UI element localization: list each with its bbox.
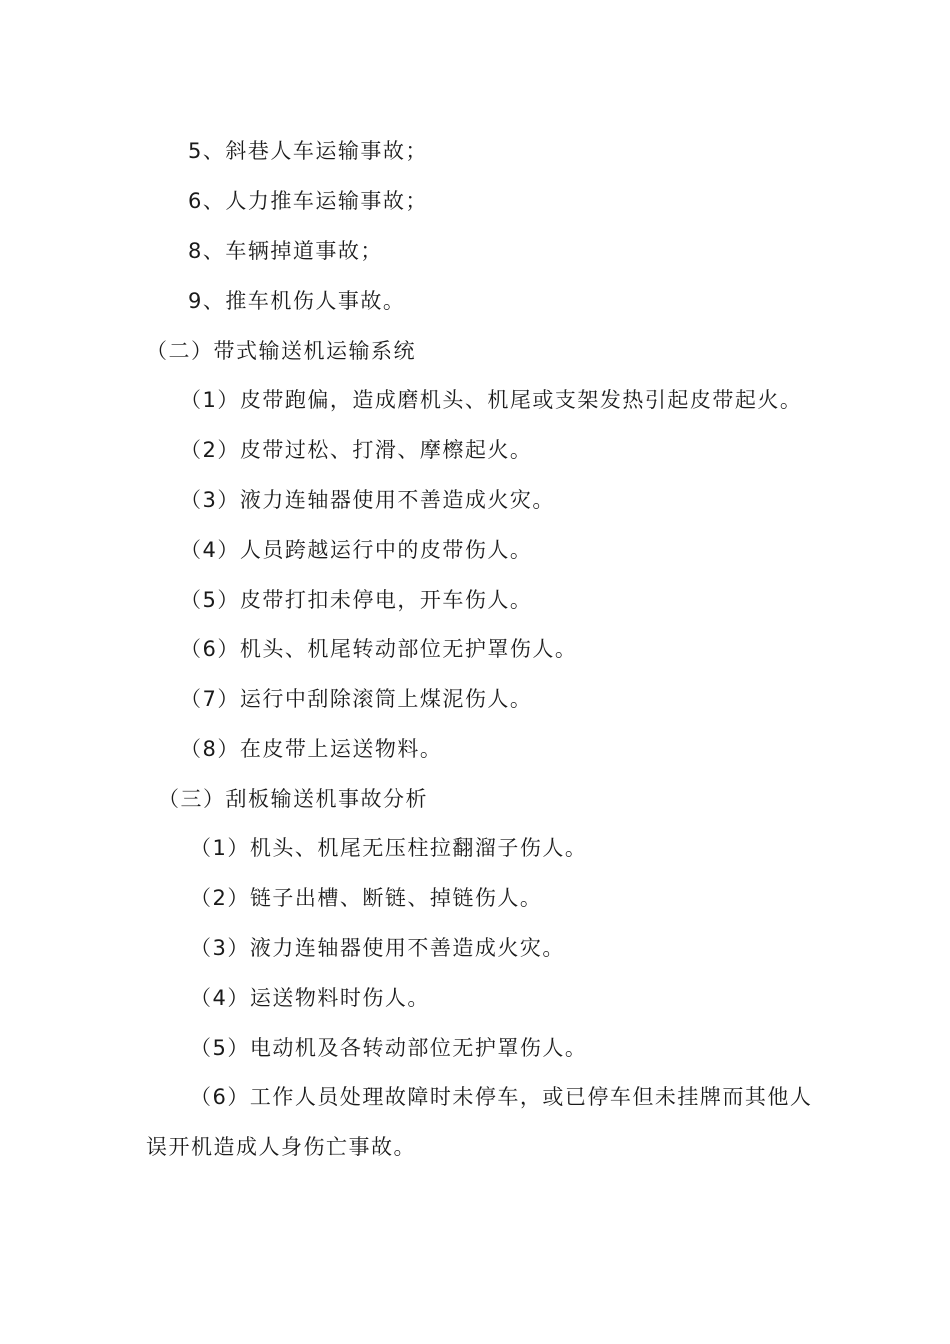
list-item-continuation: 误开机造成人身伤亡事故。	[146, 1135, 416, 1159]
list-item: （7）运行中刮除滚筒上煤泥伤人。	[180, 687, 533, 711]
list-item: 8、车辆掉道事故；	[188, 239, 383, 263]
list-item: 6、人力推车运输事故；	[188, 189, 428, 213]
list-item: （2）链子出槽、断链、掉链伤人。	[190, 886, 543, 910]
list-item: （4）人员跨越运行中的皮带伤人。	[180, 538, 533, 562]
list-item: 5、斜巷人车运输事故；	[188, 139, 428, 163]
list-item: 9、推车机伤人事故。	[188, 289, 406, 313]
list-item: （6）工作人员处理故障时未停车，或已停车但未挂牌而其他人	[190, 1085, 813, 1109]
list-item: （4）运送物料时伤人。	[190, 986, 430, 1010]
list-item: （5）皮带打扣未停电，开车伤人。	[180, 588, 533, 612]
section-heading: （三）刮板输送机事故分析	[158, 787, 428, 811]
list-item: （3）液力连轴器使用不善造成火灾。	[190, 936, 565, 960]
list-item: （2）皮带过松、打滑、摩檫起火。	[180, 438, 533, 462]
list-item: （1）皮带跑偏，造成磨机头、机尾或支架发热引起皮带起火。	[180, 388, 803, 412]
list-item: （5）电动机及各转动部位无护罩伤人。	[190, 1036, 588, 1060]
list-item: （3）液力连轴器使用不善造成火灾。	[180, 488, 555, 512]
list-item: （6）机头、机尾转动部位无护罩伤人。	[180, 637, 578, 661]
list-item: （1）机头、机尾无压柱拉翻溜子伤人。	[190, 836, 588, 860]
list-item: （8）在皮带上运送物料。	[180, 737, 443, 761]
section-heading: （二）带式输送机运输系统	[146, 339, 416, 363]
